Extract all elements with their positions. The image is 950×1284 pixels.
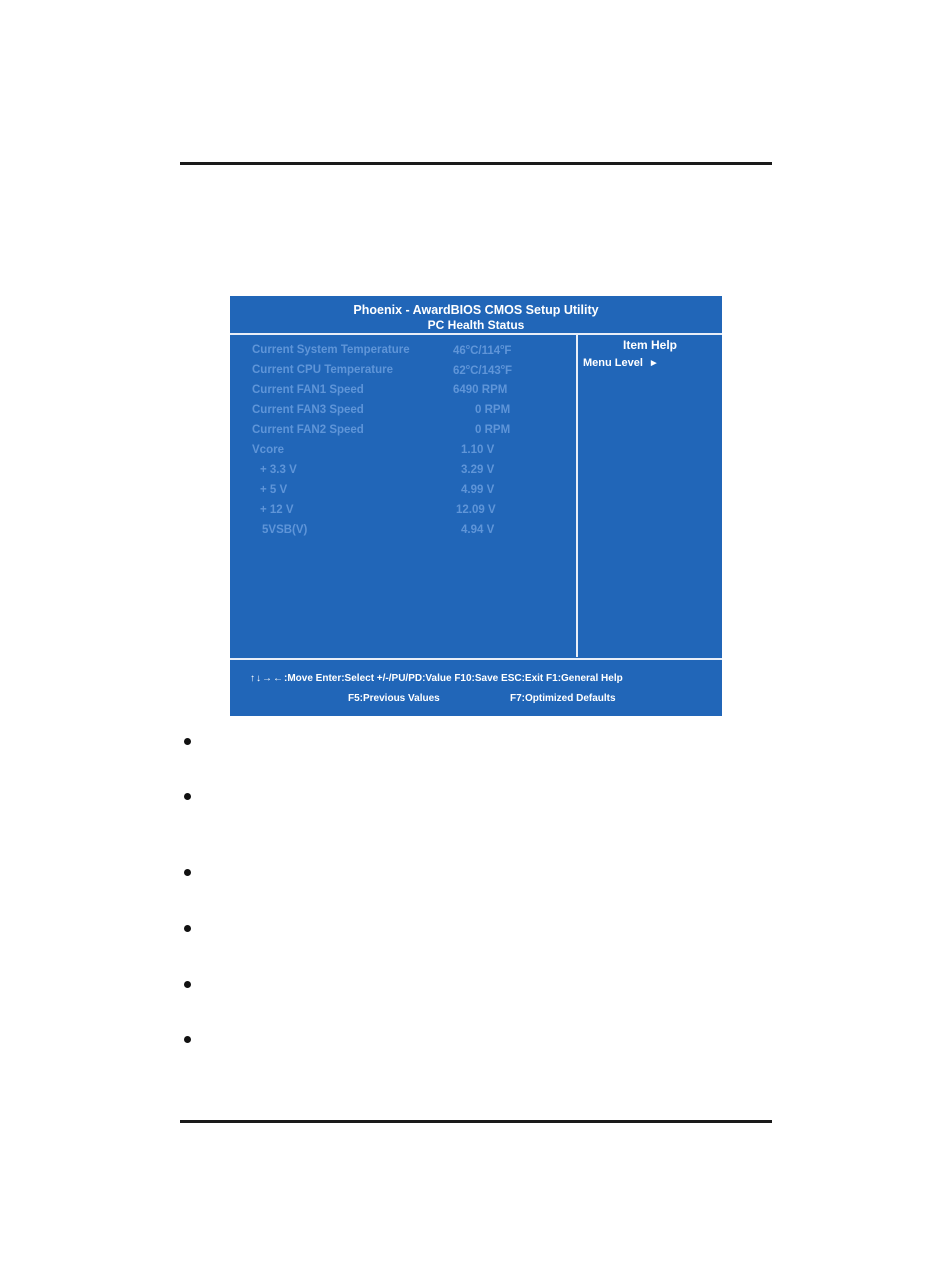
item-5vsb[interactable] bbox=[230, 524, 576, 540]
bullet-icon bbox=[184, 738, 191, 745]
bullet-icon bbox=[184, 981, 191, 988]
menu-level: Menu Level ► bbox=[583, 357, 659, 369]
item-value: 6490 RPM bbox=[453, 384, 508, 396]
item-label: Vcore bbox=[252, 444, 284, 456]
item-label: + 3.3 V bbox=[260, 464, 297, 476]
bullet-icon bbox=[184, 793, 191, 800]
item-value: 4.99 V bbox=[461, 484, 495, 496]
item-fan3-speed[interactable] bbox=[230, 404, 576, 420]
item-help-title: Item Help bbox=[622, 338, 677, 352]
item-label: Current FAN3 Speed bbox=[252, 404, 364, 416]
footer-divider bbox=[230, 658, 722, 660]
item-label: + 5 V bbox=[260, 484, 288, 496]
item-label: Current CPU Temperature bbox=[252, 364, 394, 376]
item-label: Current System Temperature bbox=[252, 344, 410, 356]
footer-f5: F5:Previous Values bbox=[348, 693, 440, 704]
bios-title: Phoenix - AwardBIOS CMOS Setup Utility bbox=[353, 303, 599, 317]
item-fan2-speed[interactable] bbox=[230, 424, 576, 440]
item-5v[interactable] bbox=[230, 484, 576, 500]
item-value: 62$^o$C/143$^o$F bbox=[453, 364, 513, 377]
bios-header bbox=[230, 296, 722, 335]
arrow-keys-icon: ↑↓→← bbox=[250, 673, 284, 684]
bios-screen bbox=[230, 296, 722, 716]
bios-subtitle: PC Health Status bbox=[427, 318, 525, 332]
footer-f7: F7:Optimized Defaults bbox=[510, 693, 616, 704]
item-cpu-temperature[interactable] bbox=[230, 364, 576, 380]
bullet-icon bbox=[184, 1036, 191, 1043]
bullet-icon bbox=[184, 925, 191, 932]
panel-divider bbox=[576, 335, 578, 657]
item-12v[interactable] bbox=[230, 504, 576, 520]
item-label: 5VSB(V) bbox=[262, 524, 308, 536]
item-label: + 12 V bbox=[260, 504, 294, 516]
bottom-rule bbox=[180, 1120, 772, 1123]
item-value: 12.09 V bbox=[456, 504, 496, 516]
item-label: Current FAN1 Speed bbox=[252, 384, 364, 396]
item-value: 1.10 V bbox=[461, 444, 495, 456]
top-rule bbox=[180, 162, 772, 165]
item-label: Current FAN2 Speed bbox=[252, 424, 364, 436]
item-3v3[interactable] bbox=[230, 464, 576, 480]
bullet-icon bbox=[184, 869, 191, 876]
item-value: 0 RPM bbox=[475, 404, 511, 416]
item-vcore[interactable] bbox=[230, 444, 576, 460]
item-value: 46$^o$C/114$^o$F bbox=[453, 344, 512, 357]
right-arrow-icon: ► bbox=[648, 358, 659, 369]
item-value: 3.29 V bbox=[461, 464, 495, 476]
item-system-temperature[interactable] bbox=[230, 344, 576, 360]
item-value: 0 RPM bbox=[475, 424, 511, 436]
item-fan1-speed[interactable] bbox=[230, 384, 576, 400]
footer-key-help: ↑↓→←:Move Enter:Select +/-/PU/PD:Value F10:Save ESC:Exit F1:General Help bbox=[250, 673, 623, 684]
item-value: 4.94 V bbox=[461, 524, 495, 536]
